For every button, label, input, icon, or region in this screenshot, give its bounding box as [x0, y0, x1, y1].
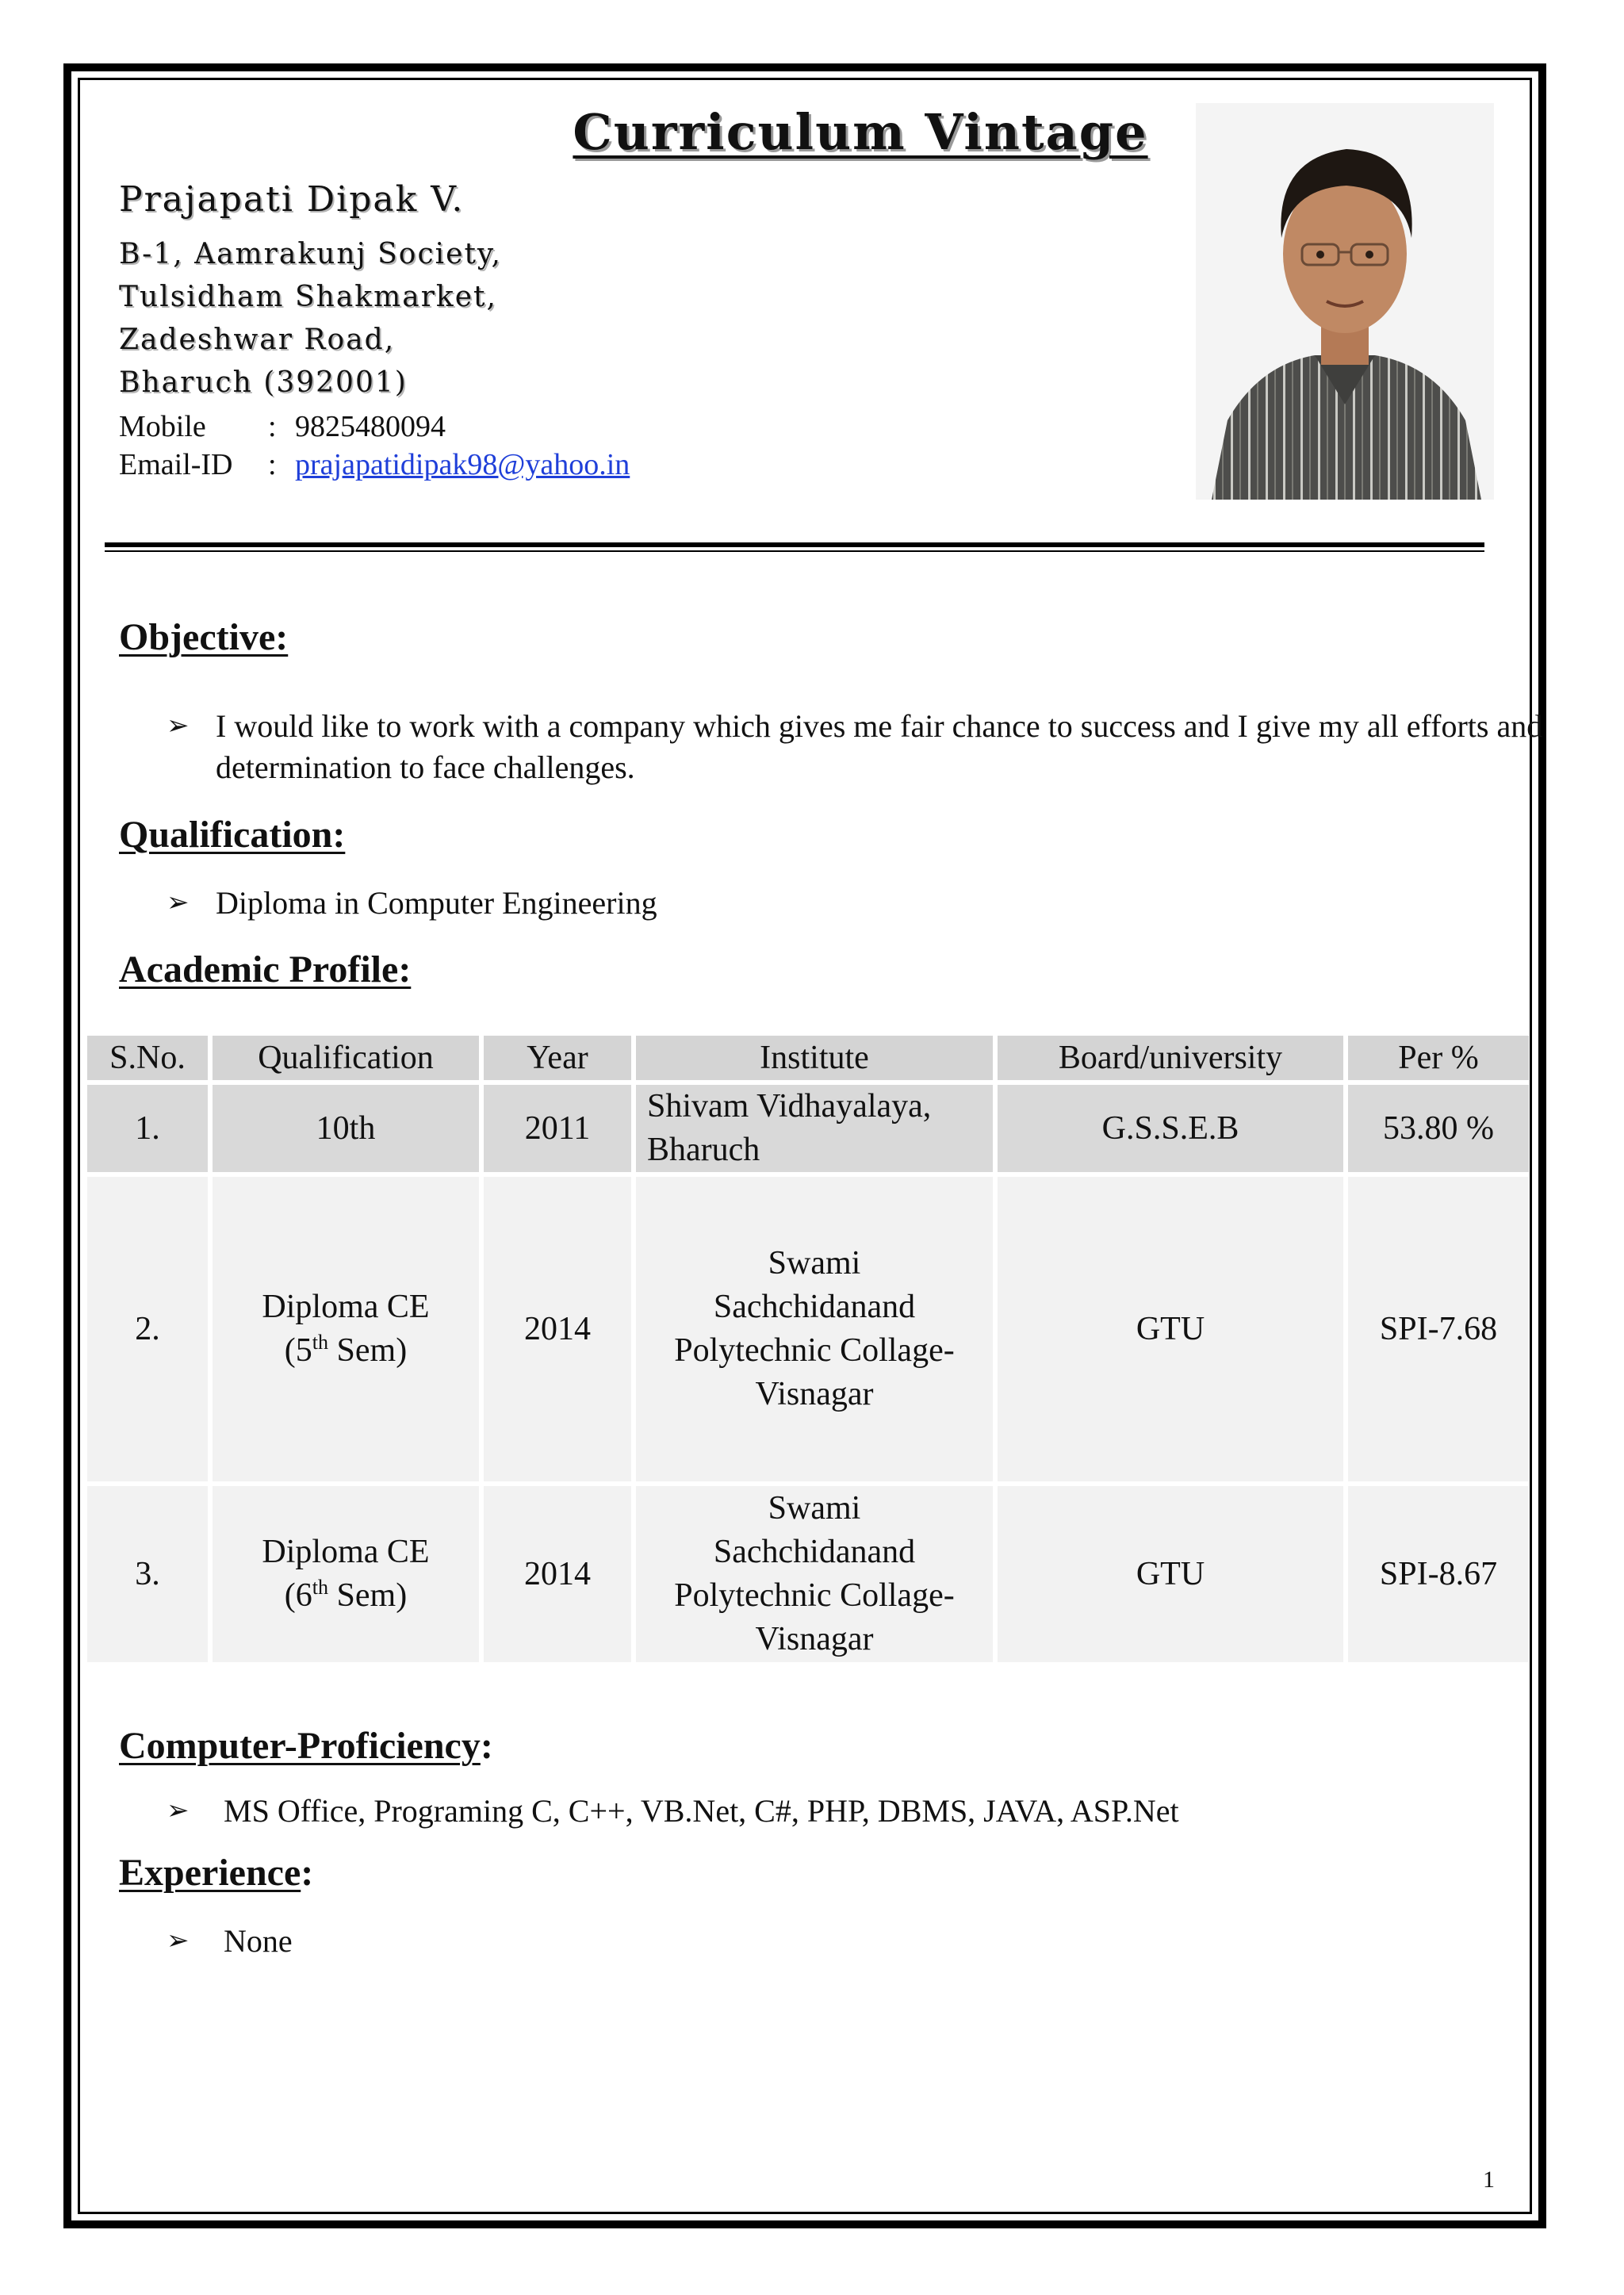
- arrow-bullet-icon: ➢: [167, 888, 190, 918]
- experience-text: None: [224, 1923, 293, 1959]
- academic-profile-table: [82, 1031, 1534, 1667]
- mobile-separator: :: [268, 410, 277, 443]
- profile-photo: [1196, 103, 1494, 500]
- institute-line: Bharuch: [647, 1132, 760, 1168]
- semester-tail: Sem): [328, 1577, 408, 1614]
- semester-tail: Sem): [328, 1332, 408, 1369]
- candidate-name: Prajapati Dipak V.: [119, 179, 465, 220]
- qualification-line: Diploma CE: [262, 1534, 430, 1570]
- cell-sno: 3.: [87, 1486, 208, 1662]
- heading-colon: :: [301, 1852, 314, 1894]
- column-header-qualification: Qualification: [213, 1036, 479, 1080]
- cell-board: GTU: [998, 1177, 1343, 1481]
- semester-number: (5: [284, 1332, 312, 1369]
- cell-percentage: 53.80 %: [1348, 1085, 1529, 1172]
- arrow-bullet-icon: ➢: [167, 1926, 190, 1956]
- column-header-institute: Institute: [636, 1036, 993, 1080]
- cell-qualification: 10th: [213, 1085, 479, 1172]
- academic-profile-heading: Academic Profile:: [119, 948, 412, 990]
- semester-number: (6: [284, 1577, 312, 1614]
- email-link[interactable]: prajapatidipak98@yahoo.in: [295, 448, 630, 481]
- arrow-bullet-icon: ➢: [167, 711, 190, 741]
- objective-text: I would like to work with a company which gives me fair chance to success and I give my all efforts and determination to face challenges.: [216, 708, 1543, 785]
- cell-year: 2014: [484, 1177, 631, 1481]
- cell-qualification: [213, 1177, 479, 1481]
- institute-line: Visnagar: [755, 1621, 874, 1657]
- computer-proficiency-heading: [119, 1724, 493, 1768]
- mobile-value: 9825480094: [295, 410, 446, 443]
- address-line-1: B-1, Aamrakunj Society,: [119, 238, 502, 270]
- cell-year: 2014: [484, 1486, 631, 1662]
- institute-line: Sachchidanand: [713, 1289, 916, 1325]
- cell-board: G.S.S.E.B: [998, 1085, 1343, 1172]
- email-row: [119, 447, 630, 482]
- table-row: [87, 1085, 1529, 1172]
- semester-suffix: th: [312, 1331, 329, 1354]
- institute-line: Sachchidanand: [713, 1534, 916, 1570]
- address-line-2: Tulsidham Shakmarket,: [119, 281, 497, 313]
- cell-sno: 1.: [87, 1085, 208, 1172]
- email-label: Email-ID: [119, 448, 233, 481]
- cell-qualification: [213, 1486, 479, 1662]
- document-title: Curriculum Vintage: [573, 103, 1148, 161]
- objective-heading: Objective:: [119, 616, 289, 658]
- cell-institute: [636, 1085, 993, 1172]
- arrow-bullet-icon: ➢: [167, 1796, 190, 1826]
- institute-line: Swami: [768, 1245, 861, 1282]
- experience-heading: [119, 1851, 313, 1895]
- cell-institute: [636, 1486, 993, 1662]
- header-divider-thick: [105, 542, 1484, 547]
- table-header-row: [87, 1036, 1529, 1080]
- cell-percentage: SPI-7.68: [1348, 1177, 1529, 1481]
- header-divider-thin: [105, 550, 1484, 552]
- table-row: [87, 1486, 1529, 1662]
- table-row: [87, 1177, 1529, 1481]
- mobile-row: [119, 409, 446, 444]
- semester-suffix: th: [312, 1576, 329, 1599]
- mobile-label: Mobile: [119, 410, 206, 443]
- computer-proficiency-text: MS Office, Programing C, C++, VB.Net, C#, PHP, DBMS, JAVA, ASP.Net: [224, 1793, 1179, 1829]
- computer-proficiency-heading-text: Computer-Proficiency: [119, 1725, 481, 1767]
- heading-colon: :: [480, 1725, 493, 1767]
- column-header-board: Board/university: [998, 1036, 1343, 1080]
- qualification-text: Diploma in Computer Engineering: [216, 885, 657, 921]
- cell-institute: [636, 1177, 993, 1481]
- page-number: 1: [1483, 2167, 1495, 2193]
- qualification-semester: [216, 1329, 476, 1373]
- cell-year: 2011: [484, 1085, 631, 1172]
- column-header-year: Year: [484, 1036, 631, 1080]
- experience-heading-text: Experience: [119, 1852, 301, 1894]
- institute-line: Polytechnic Collage-: [674, 1577, 955, 1614]
- address-line-4: Bharuch (392001): [119, 366, 408, 399]
- address-line-3: Zadeshwar Road,: [119, 324, 396, 356]
- qualification-line: Diploma CE: [262, 1289, 430, 1325]
- qualification-heading: Qualification:: [119, 814, 346, 856]
- column-header-percentage: Per %: [1348, 1036, 1529, 1080]
- institute-line: Swami: [768, 1490, 861, 1527]
- column-header-sno: S.No.: [87, 1036, 208, 1080]
- profile-photo-illustration: [1196, 103, 1494, 500]
- institute-line: Visnagar: [755, 1376, 874, 1412]
- qualification-semester: [216, 1574, 476, 1618]
- cell-sno: 2.: [87, 1177, 208, 1481]
- institute-line: Shivam Vidhayalaya,: [647, 1088, 932, 1125]
- institute-line: Polytechnic Collage-: [674, 1332, 955, 1369]
- email-separator: :: [268, 448, 277, 481]
- cell-percentage: SPI-8.67: [1348, 1486, 1529, 1662]
- cell-board: GTU: [998, 1486, 1343, 1662]
